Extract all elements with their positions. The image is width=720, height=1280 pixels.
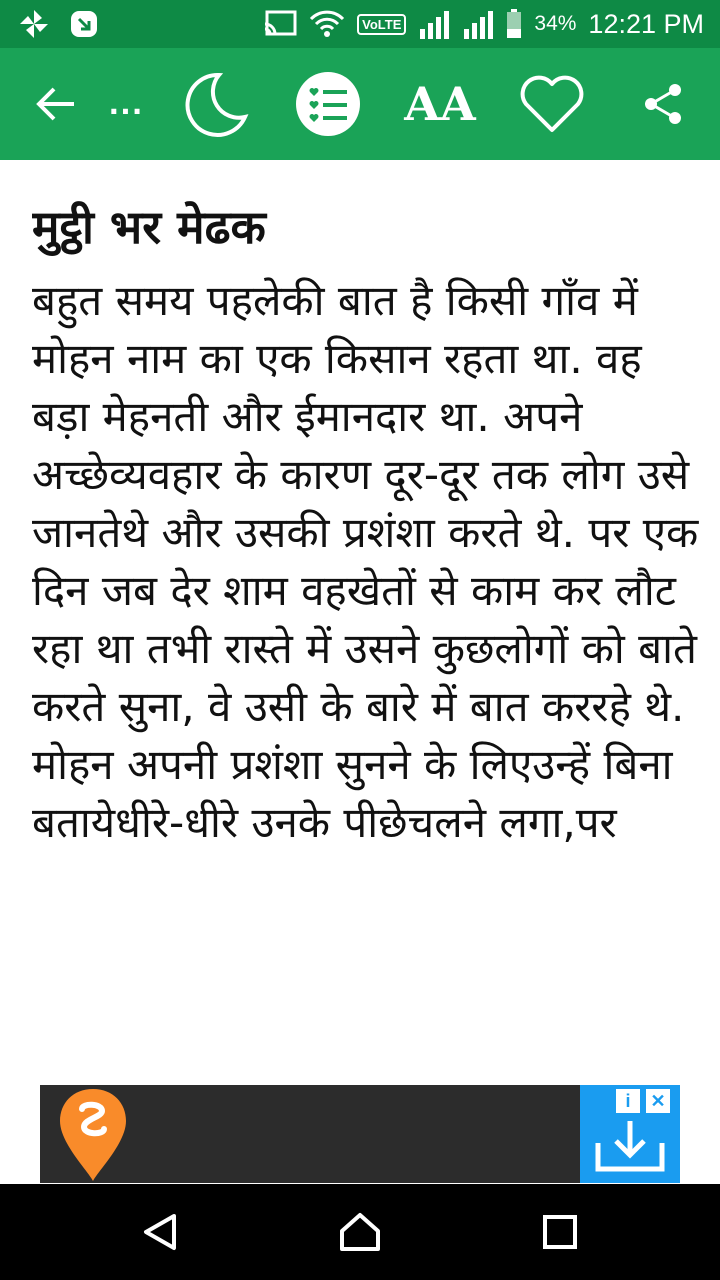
share-icon: [641, 81, 685, 127]
volte-icon: VoLTE: [357, 14, 406, 35]
story-title: मुट्ठी भर मेढक: [32, 200, 266, 254]
home-icon: [338, 1211, 382, 1253]
swiggy-logo-icon: [58, 1087, 128, 1183]
cast-icon: [263, 10, 297, 38]
nav-back-button[interactable]: [100, 1184, 220, 1280]
night-mode-moon-icon: [181, 69, 251, 139]
battery-percent: 34%: [534, 12, 577, 35]
heart-icon: [518, 74, 586, 134]
story-paragraph: बहुत समय पहलेकी बात है किसी गाँव में मोहन नाम का एक किसान रहता था. वह बड़ा मेहनती और ईमानदार था. अपने अच्छेव्यवहार के कारण दूर-दूर तक लोग उसे जानतेथे और उसकी प्रशंशा करते थे. पर एक दिन जब देर शाम वहखेतों से काम कर लौट रहा था तभी रास्ते में उसने कुछलोगों को बाते करते सुना, वे उसी के बारे में बात कररहे थे.: [32, 276, 699, 731]
clock: 12:21 PM: [588, 8, 704, 39]
wifi-icon: [309, 10, 345, 38]
back-triangle-icon: [140, 1212, 180, 1252]
recents-icon: [542, 1214, 578, 1250]
status-bar: [0, 0, 720, 48]
favorite-button[interactable]: [514, 48, 590, 160]
ad-banner[interactable]: [40, 1085, 680, 1183]
story-paragraph: मोहन अपनी प्रशंशा सुनने के लिएउन्हें बिना बतायेधीरे-धीरे उनके पीछेचलने लगा,पर: [32, 740, 673, 847]
back-arrow-icon: [34, 84, 78, 124]
ad-close-button[interactable]: ✕: [646, 1089, 670, 1113]
share-button[interactable]: [630, 48, 696, 160]
ad-install-button[interactable]: [580, 1085, 680, 1183]
font-size-button[interactable]: [402, 48, 478, 160]
favorites-list-icon: [295, 71, 361, 137]
font-size-icon: AA: [404, 77, 476, 131]
back-button[interactable]: [26, 48, 86, 160]
title-ellipsis: ...: [108, 87, 144, 121]
download-icon: [594, 1119, 666, 1173]
night-mode-button[interactable]: [178, 48, 254, 160]
signal-icon: [462, 9, 494, 39]
battery-icon: [506, 9, 522, 39]
ad-info-button[interactable]: i: [616, 1089, 640, 1113]
pinwheel-icon: [18, 8, 50, 40]
signal-icon: [418, 9, 450, 39]
article-content: [32, 190, 702, 1082]
system-nav-bar: [0, 1184, 720, 1280]
download-app-icon: [68, 8, 100, 40]
favorites-list-button[interactable]: [290, 48, 366, 160]
nav-home-button[interactable]: [300, 1184, 420, 1280]
toolbar: [0, 48, 720, 160]
nav-recents-button[interactable]: [500, 1184, 620, 1280]
